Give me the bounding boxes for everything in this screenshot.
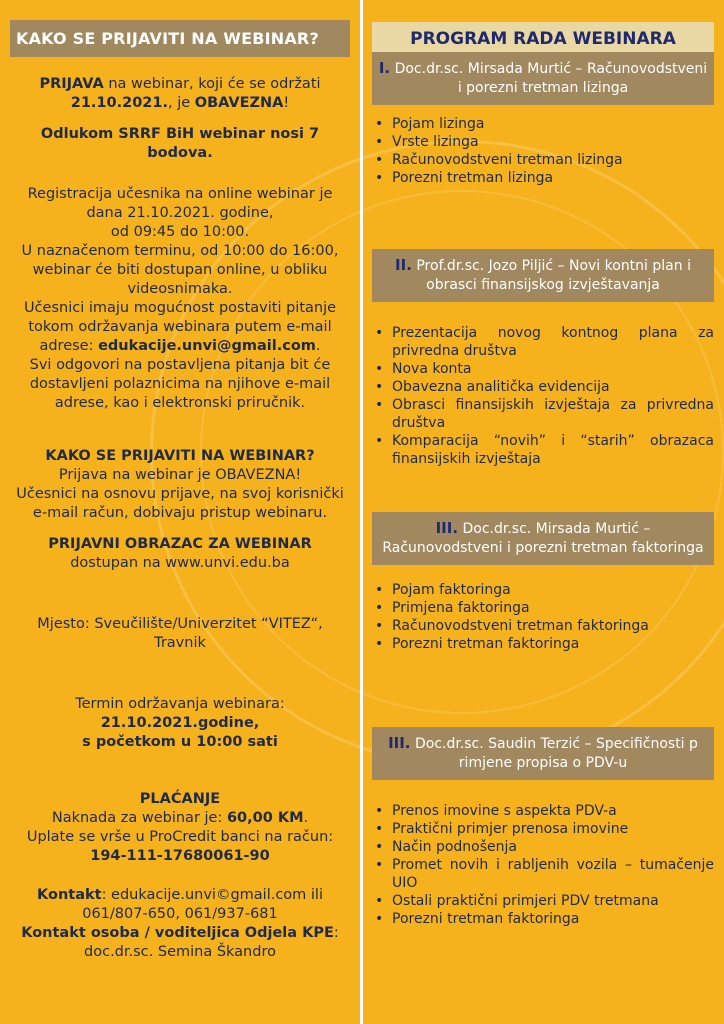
- list-item: • Prenos imovine s aspekta PDV-a: [392, 802, 714, 820]
- list-item: • Porezni tretman faktoringa: [392, 910, 714, 928]
- registration-paragraph: Registracija učesnika na online webinar je dana 21.10.2021. godine, od 09:45 do 10:00. U naznačenom terminu, od 10:00 do 16:00, webinar će biti dostupan online, u obliku videosnimaka. Učesnici imaju mogućnost postaviti pitanje tokom održavanja webinara putem e-mail adrese: edukacije.unvi@gmail.com. Svi odgovori na postavljena pitanja bit će dostavljeni polaznicima na njihove e-mail adrese, kao i elektronski priručnik.: [21, 186, 339, 411]
- section-4-list: [372, 802, 714, 928]
- list-item: • Prezentacija novog kontnog plana za privredna društva: [392, 324, 714, 360]
- right-column: [372, 22, 714, 928]
- list-item: • Pojam lizinga: [392, 115, 714, 133]
- list-item: • Vrste lizinga: [392, 133, 714, 151]
- prijava-paragraph: PRIJAVA na webinar, koji će se održati 21.10.2021., je OBAVEZNA!: [39, 76, 321, 111]
- kako-section: KAKO SE PRIJAVITI NA WEBINAR? Prijava na webinar je OBAVEZNA! Učesnici na osnovu prijave, na svoj korisnički e-mail račun, dobivaju pristup webinaru.: [16, 448, 344, 521]
- left-column: [10, 20, 350, 974]
- program-title: PROGRAM RADA WEBINARA: [372, 22, 714, 52]
- section-2-list: [372, 324, 714, 468]
- left-header: KAKO SE PRIJAVITI NA WEBINAR?: [10, 20, 350, 57]
- website-link[interactable]: dostupan na www.unvi.edu.ba: [70, 555, 290, 571]
- obrazac-section: PRIJAVNI OBRAZAC ZA WEBINAR dostupan na www.unvi.edu.ba: [48, 536, 312, 571]
- column-divider: [360, 0, 363, 1024]
- placanje-section: PLAĆANJE Naknada za webinar je: 60,00 KM. Uplate se vrše u ProCredit banci na račun: 194-111-17680061-90: [26, 791, 334, 864]
- list-item: • Način podnošenja: [392, 838, 714, 856]
- mjesto-paragraph: Mjesto: Sveučilište/Univerzitet “VITEZ“, Travnik: [37, 616, 323, 651]
- list-item: • Obrasci finansijskih izvještaja za privredna društva: [392, 396, 714, 432]
- list-item: • Računovodstveni tretman faktoringa: [392, 617, 714, 635]
- bodovi-paragraph: Odlukom SRRF BiH webinar nosi 7 bodova.: [40, 126, 320, 161]
- list-item: • Praktični primjer prenosa imovine: [392, 820, 714, 838]
- list-item: • Primjena faktoringa: [392, 599, 714, 617]
- list-item: • Porezni tretman lizinga: [392, 169, 714, 187]
- list-item: • Komparacija “novih” i “starih” obrazaca finansijskih izvještaja: [392, 432, 714, 468]
- email-link[interactable]: edukacije.unvi@gmail.com: [98, 338, 316, 354]
- section-2-header: II. Prof.dr.sc. Jozo Piljić – Novi kontni plan i obrasci finansijskog izvještavanja: [372, 249, 714, 302]
- list-item: • Ostali praktični primjeri PDV tretmana: [392, 892, 714, 910]
- list-item: • Računovodstveni tretman lizinga: [392, 151, 714, 169]
- list-item: • Promet novih i rabljenih vozila – tumačenje UIO: [392, 856, 714, 892]
- section-3-header: III. Doc.dr.sc. Mirsada Murtić – Računovodstveni i porezni tretman faktoringa: [372, 512, 714, 565]
- list-item: • Obavezna analitička evidencija: [392, 378, 714, 396]
- section-3-list: [372, 581, 714, 653]
- list-item: • Pojam faktoringa: [392, 581, 714, 599]
- section-4-header: III. Doc.dr.sc. Saudin Terzić – Specifičnosti p rimjene propisa o PDV-u: [372, 727, 714, 780]
- section-1-header: I. Doc.dr.sc. Mirsada Murtić – Računovodstveni i porezni tretman lizinga: [372, 52, 714, 105]
- kontakt-section: Kontakt: edukacije.unvi©gmail.com ili 061/807-650, 061/937-681 Kontakt osoba / voditeljica Odjela KPE: doc.dr.sc. Semina Škandro: [21, 887, 339, 960]
- termin-section: Termin održavanja webinara: 21.10.2021.godine, s početkom u 10:00 sati: [75, 696, 285, 750]
- list-item: • Porezni tretman faktoringa: [392, 635, 714, 653]
- section-1-list: [372, 115, 714, 187]
- list-item: • Nova konta: [392, 360, 714, 378]
